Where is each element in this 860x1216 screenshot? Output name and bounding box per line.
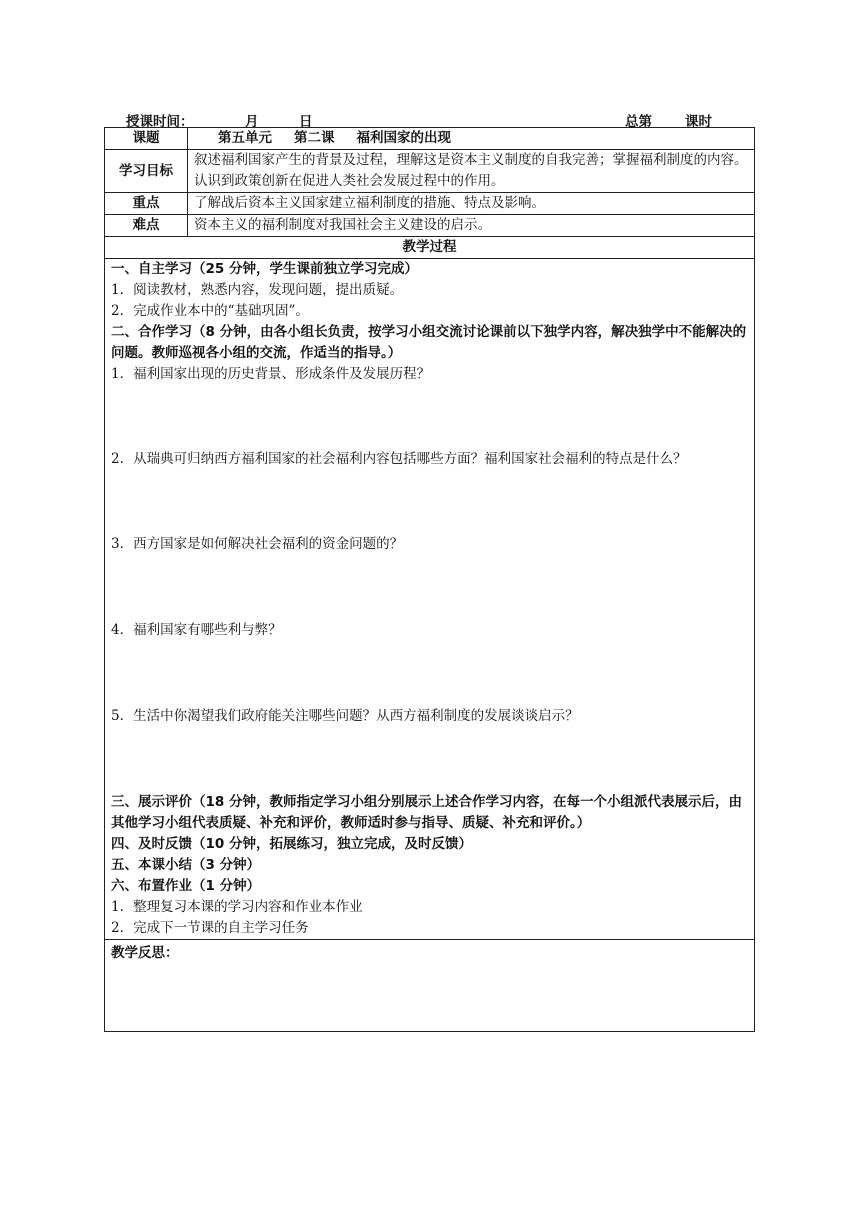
- difficulty-label: 难点: [105, 215, 188, 237]
- section-homework-title: 六、布置作业（1 分钟）: [111, 878, 261, 894]
- topic-row: [105, 128, 755, 150]
- section-presentation-title: 三、展示评价（18 分钟，教师指定学习小组分别展示上述合作学习内容，在每一个小组派代表展示后，由其他学习小组代表质疑、补充和评价，教师适时参与指导、质疑、补充和评价。）: [111, 794, 742, 831]
- goal-text: 叙述福利国家产生的背景及过程，理解这是资本主义制度的自我完善；掌握福利制度的内容。认识到政策创新在促进人类社会发展过程中的作用。: [188, 150, 755, 193]
- lesson-count-label: 课时: [685, 114, 712, 130]
- answer-space: [111, 555, 748, 616]
- total-label: 总第: [625, 114, 652, 130]
- section-summary-title: 五、本课小结（3 分钟）: [111, 857, 261, 873]
- lesson-title: 福利国家的出现: [356, 130, 451, 146]
- answer-space: [111, 727, 748, 788]
- section-cooperative-title: 二、合作学习（8 分钟，由各小组长负责，按学习小组交流讨论课前以下独学内容，解决独学中不能解决的问题。教师巡视各小组的交流，作适当的指导。）: [111, 324, 747, 361]
- lesson-text: 第二课: [294, 130, 335, 146]
- process-content: [105, 259, 755, 940]
- goal-row: [105, 150, 755, 193]
- reflection-label: 教学反思：: [111, 945, 179, 961]
- cooperative-question: 4．福利国家有哪些利与弊？: [111, 622, 282, 638]
- difficulty-row: [105, 215, 755, 237]
- answer-space: [111, 641, 748, 702]
- cooperative-question: 1．福利国家出现的历史背景、形成条件及发展历程？: [111, 366, 431, 382]
- difficulty-text: 资本主义的福利制度对我国社会主义建设的启示。: [188, 215, 755, 237]
- section-feedback-title: 四、及时反馈（10 分钟，拓展练习，独立完成，及时反馈）: [111, 836, 472, 852]
- section-self-study-title: 一、自主学习（25 分钟，学生课前独立学习完成）: [111, 261, 418, 277]
- lesson-header: [0, 110, 860, 128]
- process-title: 教学过程: [105, 237, 755, 259]
- key-point-text: 了解战后资本主义国家建立福利制度的措施、特点及影响。: [188, 193, 755, 215]
- lesson-plan-table: [104, 127, 755, 1032]
- goal-label: 学习目标: [105, 150, 188, 193]
- unit-text: 第五单元: [218, 130, 272, 146]
- homework-item: 2．完成下一节课的自主学习任务: [111, 920, 309, 936]
- cooperative-question: 2．从瑞典可归纳西方福利国家的社会福利内容包括哪些方面？福利国家社会福利的特点是什么？: [111, 451, 687, 467]
- day-label: 日: [299, 114, 313, 130]
- month-label: 月: [245, 114, 259, 130]
- reflection-cell: [105, 940, 755, 1032]
- process-row: [105, 259, 755, 940]
- class-time-label: 授课时间：: [126, 114, 194, 130]
- topic-value: [188, 128, 755, 150]
- answer-space: [111, 385, 748, 446]
- reflection-row: [105, 940, 755, 1032]
- homework-item: 1．整理复习本课的学习内容和作业本作业: [111, 899, 363, 915]
- process-title-row: [105, 237, 755, 259]
- key-point-row: [105, 193, 755, 215]
- topic-label: 课题: [105, 128, 188, 150]
- self-study-item: 2．完成作业本中的“基础巩固”。: [111, 303, 309, 319]
- cooperative-question: 3．西方国家是如何解决社会福利的资金问题的？: [111, 536, 404, 552]
- key-point-label: 重点: [105, 193, 188, 215]
- answer-space: [111, 470, 748, 531]
- cooperative-question: 5．生活中你渴望我们政府能关注哪些问题？从西方福利制度的发展谈谈启示？: [111, 708, 579, 724]
- self-study-item: 1．阅读教材，熟悉内容，发现问题，提出质疑。: [111, 282, 404, 298]
